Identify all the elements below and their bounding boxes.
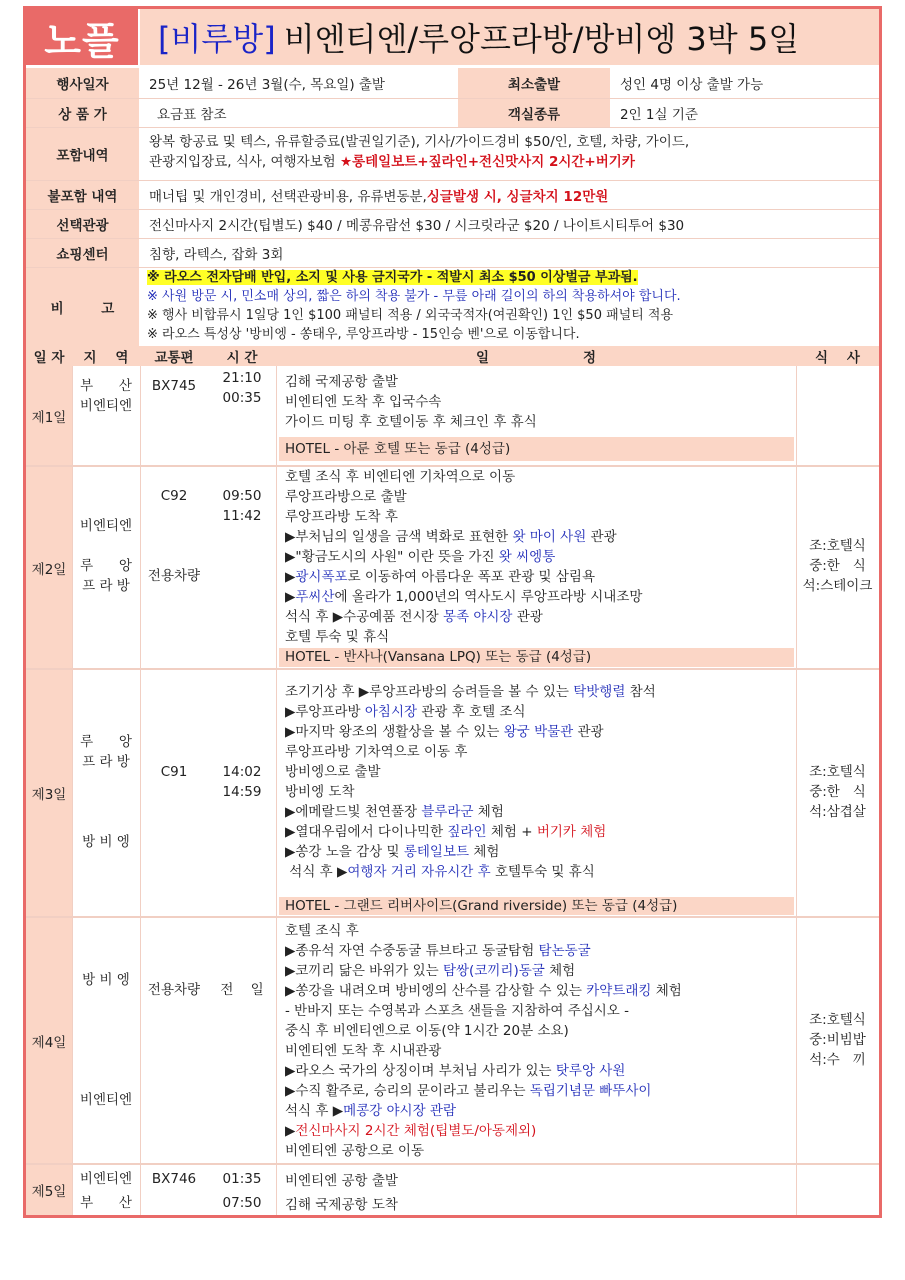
meal-dinner: 석:삼겹살 [809, 804, 866, 820]
schedule-line [285, 1101, 795, 1121]
schedule-line: 호텔 조식 후 [285, 923, 359, 939]
schedule-line [285, 1081, 795, 1101]
price-value: 요금표 참조 [139, 99, 458, 127]
col-time: 시 간 [208, 346, 276, 366]
day-4-label: 제4일 [31, 1034, 67, 1051]
option-tour-value: 전신마사지 2시간(팁별도) $40 / 메콩유람선 $30 / 시크릿라군 $20 / 나이트시티투어 $30 [139, 210, 879, 238]
text: ▶열대우림에서 다이나믹한 [285, 824, 448, 840]
day-1-schedule [285, 372, 795, 432]
col-meal: 식 사 [796, 346, 879, 366]
schedule-line [285, 862, 795, 882]
day-4-vehicle: 전용차량 [147, 982, 201, 998]
divider [26, 127, 879, 128]
include-line-1: 왕복 항공료 및 텍스, 유류할증료(발권일기준), 기사/가이드경비 $50/인, 호텔, 차량, 가이드, [149, 134, 690, 150]
schedule-line: 비엔티엔 공항 출발 [285, 1173, 398, 1189]
day-5-schedule [285, 1169, 795, 1217]
day-divider [26, 1163, 879, 1165]
period-label: 행사일자 [26, 68, 139, 98]
include-line-2-text: 관광지입장료, 식사, 여행자보험 [149, 154, 340, 170]
schedule-line: 중식 후 비엔티엔으로 이동(약 1시간 20분 소요) [285, 1023, 569, 1039]
note-vape-ban: ※ 라오스 전자담배 반입, 소지 및 사용 금지국가 - 적발시 최소 $50 이상벌금 부과됨. [147, 270, 638, 285]
day-2-time-arrive: 11:42 [222, 508, 262, 524]
price-label: 상 품 가 [26, 99, 139, 127]
schedule-line: 비엔티엔 공항으로 이동 [285, 1143, 424, 1159]
spot-royal-palace: 왕궁 박물관 [503, 724, 574, 740]
note-dress-code: ※ 사원 방문 시, 민소매 상의, 짧은 하의 착용 불가 - 무릎 아래 길이의 하의 착용하셔야 합니다. [147, 289, 681, 304]
day-1-label: 제1일 [31, 409, 67, 426]
text: ▶루앙프라방 [285, 704, 365, 720]
day-5-label: 제5일 [31, 1184, 67, 1200]
day-3-label: 제3일 [31, 787, 67, 803]
meal-breakfast: 조:호텔식 [809, 1012, 866, 1028]
divider [26, 180, 879, 181]
shopping-value: 침향, 라텍스, 잡화 3회 [139, 239, 879, 267]
schedule-line: - 반바지 또는 수영복과 스포츠 샌들을 지참하여 주십시오 - [285, 1003, 630, 1019]
grid-line [72, 366, 73, 1215]
grid-line [276, 366, 277, 1215]
col-transport: 교통편 [140, 346, 208, 366]
include-label: 포함내역 [26, 128, 139, 180]
day-2-label: 제2일 [31, 561, 67, 578]
schedule-line: 김해 국제공항 도착 [285, 1197, 398, 1213]
meal-breakfast: 조:호텔식 [809, 538, 866, 554]
day-3-place-origin-2: 프 라 방 [82, 754, 130, 770]
day-2-meals [796, 536, 879, 596]
text: ▶ [285, 589, 296, 605]
day-divider [26, 668, 879, 670]
schedule-line: 가이드 미팅 후 호텔이동 후 체크인 후 휴식 [285, 414, 537, 430]
text: 조기기상 후 ▶루앙프라방의 승려들을 볼 수 있는 [285, 684, 574, 700]
spot-hmong-market: 몽족 야시장 [442, 609, 513, 625]
day-3-place-dest: 방 비 엥 [82, 834, 130, 850]
schedule-line [285, 1121, 795, 1141]
schedule-line: 호텔 투숙 및 휴식 [285, 629, 390, 645]
title-text: 비엔티엔/루앙프라방/방비엥 3박 5일 [283, 20, 800, 58]
day-4-time: 전 일 [220, 982, 264, 998]
text: 체험 [473, 804, 504, 820]
day-1-place-origin: 부 산 [80, 378, 132, 394]
text: 석식 후 ▶ [285, 864, 348, 880]
text: ▶쏭강을 내려오며 방비엥의 산수를 감상할 수 있는 [285, 983, 587, 999]
text: ▶코끼리 닮은 바위가 있는 [285, 963, 443, 979]
brand-logo: 노플 [26, 9, 138, 65]
day-2-schedule [285, 467, 795, 647]
schedule-line [285, 941, 795, 961]
day-5-flight: BX746 [151, 1171, 197, 1187]
schedule-line [285, 527, 795, 547]
schedule-line [285, 702, 795, 722]
schedule-line: 루앙프라방 도착 후 [285, 509, 398, 525]
day-5-time-arrive: 07:50 [222, 1195, 262, 1211]
spot-wat-mai: 왓 마이 사원 [512, 529, 587, 545]
day-3-train: C91 [160, 764, 188, 780]
text: ▶ [285, 569, 296, 585]
day-4-place-origin: 방 비 엥 [82, 972, 130, 988]
schedule-line: 방비엥 도착 [285, 784, 355, 800]
text: 관광 후 호텔 조식 [417, 704, 526, 720]
day-2-hotel: HOTEL - 반사나(Vansana LPQ) 또는 동급 (4성급) [279, 648, 794, 667]
text: 참석 [625, 684, 656, 700]
text: 로 이동하여 아름다운 폭포 관광 및 삼림욕 [347, 569, 596, 585]
day-4-place-dest: 비엔티엔 [79, 1092, 133, 1108]
text: 체험 [469, 844, 500, 860]
spot-mekong-night-market: 메콩강 야시장 관람 [343, 1103, 457, 1119]
include-value [139, 128, 879, 180]
day-4-schedule [285, 921, 795, 1161]
spot-blue-lagoon: 블루라군 [421, 804, 474, 820]
day-3-schedule [285, 682, 795, 882]
meal-lunch: 중:비빔밥 [809, 1032, 866, 1048]
spot-phousi: 푸씨산 [295, 589, 335, 605]
schedule-line [285, 567, 795, 587]
room-type-label: 객실종류 [458, 99, 610, 127]
schedule-line: 비엔티엔 도착 후 입국수속 [285, 394, 442, 410]
day-1-time-depart: 21:10 [222, 370, 262, 386]
room-type-value: 2인 1실 기준 [610, 99, 879, 127]
schedule-line: 방비엥으로 출발 [285, 764, 381, 780]
text: ▶ [285, 1123, 296, 1139]
day-2-place-dest-1: 루 앙 [80, 558, 132, 574]
schedule-line [285, 802, 795, 822]
col-place: 지 역 [72, 346, 140, 366]
divider [26, 98, 879, 99]
schedule-line [285, 607, 795, 627]
text: 에 올라가 1,000년의 역사도시 루앙프라방 시내조망 [334, 589, 643, 605]
note-penalty: ※ 행사 비합류시 1일당 1인 $100 패널티 적용 / 외국국적자(여권확인) 1인 $50 패널티 적용 [147, 308, 674, 323]
col-day: 일 자 [26, 346, 72, 366]
day-3-meals [796, 762, 879, 822]
spot-patuxai: 독립기념문 빠뚜사이 [529, 1083, 652, 1099]
day-2-vehicle: 전용차량 [147, 568, 201, 584]
day-5-time-depart: 01:35 [222, 1171, 262, 1187]
day-2-time-depart: 09:50 [222, 488, 262, 504]
text: 호텔투숙 및 휴식 [490, 864, 595, 880]
spot-elephant-cave: 탐쌍(코끼리)동굴 [442, 963, 545, 979]
schedule-line [285, 722, 795, 742]
text: ▶에메랄드빛 천연풀장 [285, 804, 422, 820]
note-label: 비 고 [26, 268, 139, 346]
divider [26, 238, 879, 239]
schedule-line: 루앙프라방 기차역으로 이동 후 [285, 744, 468, 760]
day-2-train: C92 [160, 488, 188, 504]
meal-dinner: 석:수 끼 [809, 1052, 866, 1068]
note-transport: ※ 라오스 특성상 '방비엥 - 쏭태우, 루앙프라방 - 15인승 벤'으로 이동합니다. [147, 327, 580, 342]
meal-lunch: 중:한 식 [809, 558, 866, 574]
schedule-line [285, 547, 795, 567]
text: 체험 + [486, 824, 537, 840]
text: 석식 후 ▶ [285, 1103, 344, 1119]
exclude-single-charge: 싱글발생 시, 싱글차지 12만원 [426, 189, 609, 205]
spot-buggy: 버기카 체험 [536, 824, 607, 840]
meal-breakfast: 조:호텔식 [809, 764, 866, 780]
spot-kayaking: 카약트래킹 [586, 983, 652, 999]
text: ▶수직 활주로, 승리의 문이라고 불리우는 [285, 1083, 530, 1099]
text: ▶마지막 왕조의 생활상을 볼 수 있는 [285, 724, 504, 740]
spot-zipline: 짚라인 [447, 824, 487, 840]
text: 석식 후 ▶수공예품 전시장 [285, 609, 443, 625]
spot-longtail-boat: 롱테일보트 [403, 844, 470, 860]
exclude-label: 불포함 내역 [26, 181, 139, 209]
day-3-place-origin-1: 루 앙 [80, 734, 132, 750]
include-highlight: ★롱테일보트+짚라인+전신맛사지 2시간+버기카 [340, 154, 635, 170]
text: 체험 [651, 983, 682, 999]
spot-kuang-si-falls: 광시폭포 [295, 569, 348, 585]
title-tag: [비루방] [158, 20, 276, 58]
text: ▶종유석 자연 수중동굴 튜브타고 동굴탐험 [285, 943, 539, 959]
day-5-place-dest: 부 산 [80, 1195, 132, 1211]
exclude-value [139, 181, 879, 209]
schedule-line [285, 1061, 795, 1081]
text: ▶"황금도시의 사원" 이란 뜻을 가진 [285, 549, 499, 565]
day-1-place-dest: 비엔티엔 [79, 398, 133, 414]
exclude-text: 매너팁 및 개인경비, 선택관광비용, 유류변동분, [149, 189, 427, 205]
min-depart-value: 성인 4명 이상 출발 가능 [610, 68, 879, 98]
spot-backpacker-street: 여행자 거리 자유시간 후 [347, 864, 491, 880]
text: 관광 [512, 609, 543, 625]
spot-alms-giving: 탁밧행렬 [573, 684, 626, 700]
divider [26, 209, 879, 210]
schedule-line [285, 981, 795, 1001]
text: 관광 [573, 724, 604, 740]
shopping-label: 쇼핑센터 [26, 239, 139, 267]
page-title [140, 9, 879, 65]
day-1-hotel: HOTEL - 아룬 호텔 또는 동급 (4성급) [279, 437, 794, 461]
day-3-time-arrive: 14:59 [222, 784, 262, 800]
schedule-line [285, 822, 795, 842]
option-tour-label: 선택관광 [26, 210, 139, 238]
schedule-line [285, 682, 795, 702]
day-5-place-origin: 비엔티엔 [79, 1171, 133, 1187]
col-schedule: 일 정 [276, 346, 796, 366]
schedule-line [285, 842, 795, 862]
day-3-time-depart: 14:02 [222, 764, 262, 780]
divider [26, 267, 879, 268]
text: ▶라오스 국가의 상징이며 부처님 사리가 있는 [285, 1063, 556, 1079]
spot-tham-nong: 탐논동굴 [538, 943, 591, 959]
day-1-flight: BX745 [151, 378, 197, 394]
schedule-line: 루앙프라방으로 출발 [285, 489, 407, 505]
meal-lunch: 중:한 식 [809, 784, 866, 800]
meal-dinner: 석:스테이크 [802, 578, 873, 594]
text: ▶쏭강 노을 감상 및 [285, 844, 404, 860]
spot-that-luang: 탓루앙 사원 [555, 1063, 626, 1079]
schedule-line: 호텔 조식 후 비엔티엔 기차역으로 이동 [285, 469, 516, 485]
text: 체험 [544, 963, 576, 979]
spot-massage: 전신마사지 2시간 체험(팁별도/아동제외) [295, 1123, 537, 1139]
schedule-line [285, 961, 795, 981]
note-value [139, 268, 879, 346]
period-value: 25년 12월 - 26년 3월(수, 목요일) 출발 [139, 68, 458, 98]
day-divider [26, 916, 879, 918]
text: 관광 [586, 529, 617, 545]
day-2-place-origin: 비엔티엔 [79, 518, 133, 534]
day-1-time-arrive: 00:35 [222, 390, 262, 406]
text: ▶부처님의 일생을 금색 벽화로 표현한 [285, 529, 513, 545]
min-depart-label: 최소출발 [458, 68, 610, 98]
day-2-place-dest-2: 프 라 방 [82, 578, 130, 594]
spot-wat-xieng-thong: 왓 씨엥통 [498, 549, 556, 565]
schedule-line [285, 587, 795, 607]
day-3-hotel: HOTEL - 그랜드 리버사이드(Grand riverside) 또는 동급 (4성급) [279, 897, 794, 915]
include-line-2 [149, 152, 879, 172]
day-4-meals [796, 1010, 879, 1070]
spot-morning-market: 아침시장 [364, 704, 418, 720]
schedule-line: 비엔티엔 도착 후 시내관광 [285, 1043, 442, 1059]
schedule-line: 김해 국제공항 출발 [285, 374, 398, 390]
